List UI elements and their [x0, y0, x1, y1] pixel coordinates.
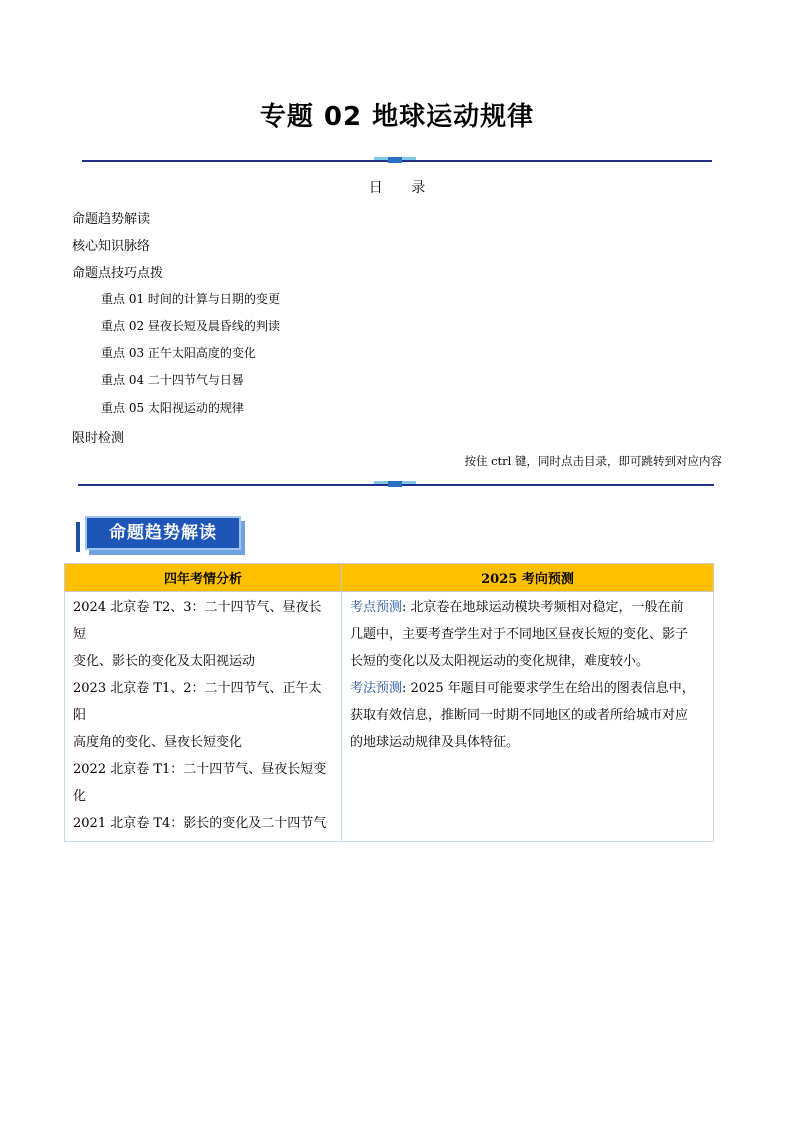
- trend-table: [64, 563, 714, 842]
- toc-link-key-01[interactable]: 重点 01 时间的计算与日期的变更: [101, 292, 280, 306]
- forecast-line: 考法预测: 2025 年题目可能要求学生在给出的图表信息中，: [350, 681, 695, 696]
- toc-link-key-04[interactable]: 重点 04 二十四节气与日晷: [101, 373, 244, 387]
- toc-link-knowledge[interactable]: 核心知识脉络: [72, 239, 151, 254]
- section-badge: [76, 512, 244, 554]
- toc-link-key-02[interactable]: 重点 02 昼夜长短及晨昏线的判读: [101, 319, 280, 333]
- table-header-forecast: 2025 考向预测: [342, 564, 714, 592]
- toc-hint-note: 按住 ctrl 键，同时点击目录，即可跳转到对应内容: [464, 454, 722, 468]
- badge-dots-icon: [125, 512, 141, 515]
- toc-link-key-05[interactable]: 重点 05 太阳视运动的规律: [101, 401, 244, 415]
- toc-link-test[interactable]: 限时检测: [72, 431, 125, 446]
- analysis-line: 2022 北京卷 T1：二十四节气、昼夜长短变: [73, 762, 327, 777]
- forecast-line: 几题中，主要考查学生对于不同地区昼夜长短的变化、影子: [350, 627, 689, 642]
- analysis-line: 变化、影长的变化及太阳视运动: [73, 654, 256, 669]
- analysis-line: 2024 北京卷 T2、3：二十四节气、昼夜长短: [73, 600, 322, 642]
- analysis-line: 化: [73, 789, 87, 804]
- toc-heading-left: 日: [368, 180, 383, 196]
- analysis-line: 高度角的变化、昼夜长短变化: [73, 735, 243, 750]
- divider-ornament: [374, 157, 416, 163]
- forecast-cell: [342, 592, 714, 842]
- toc-link-key-03[interactable]: 重点 03 正午太阳高度的变化: [101, 346, 256, 360]
- forecast-line: 获取有效信息，推断同一时期不同地区的或者所给城市对应: [350, 708, 689, 723]
- analysis-cell: [65, 592, 342, 842]
- toc-link-trend[interactable]: 命题趋势解读: [72, 212, 151, 227]
- analysis-line: 2021 北京卷 T4：影长的变化及二十四节气: [73, 816, 327, 831]
- forecast-line: 长短的变化以及太阳视运动的变化规律，难度较小。: [350, 654, 650, 669]
- toc-heading: [0, 177, 794, 197]
- table-header-analysis: 四年考情分析: [65, 564, 342, 592]
- toc-link-skills[interactable]: 命题点技巧点拨: [72, 266, 164, 281]
- forecast-line: 考点预测: 北京卷在地球运动模块考频相对稳定，一般在前: [350, 600, 684, 615]
- toc-heading-right: 录: [411, 180, 426, 196]
- divider-ornament: [374, 481, 416, 487]
- section-badge-label: 命题趋势解读: [85, 516, 241, 550]
- analysis-line: 2023 北京卷 T1、2：二十四节气、正午太阳: [73, 681, 322, 723]
- forecast-line: 的地球运动规律及具体特征。: [350, 735, 520, 750]
- table-row: [65, 592, 714, 842]
- page-title: 专题 02 地球运动规律: [259, 102, 535, 132]
